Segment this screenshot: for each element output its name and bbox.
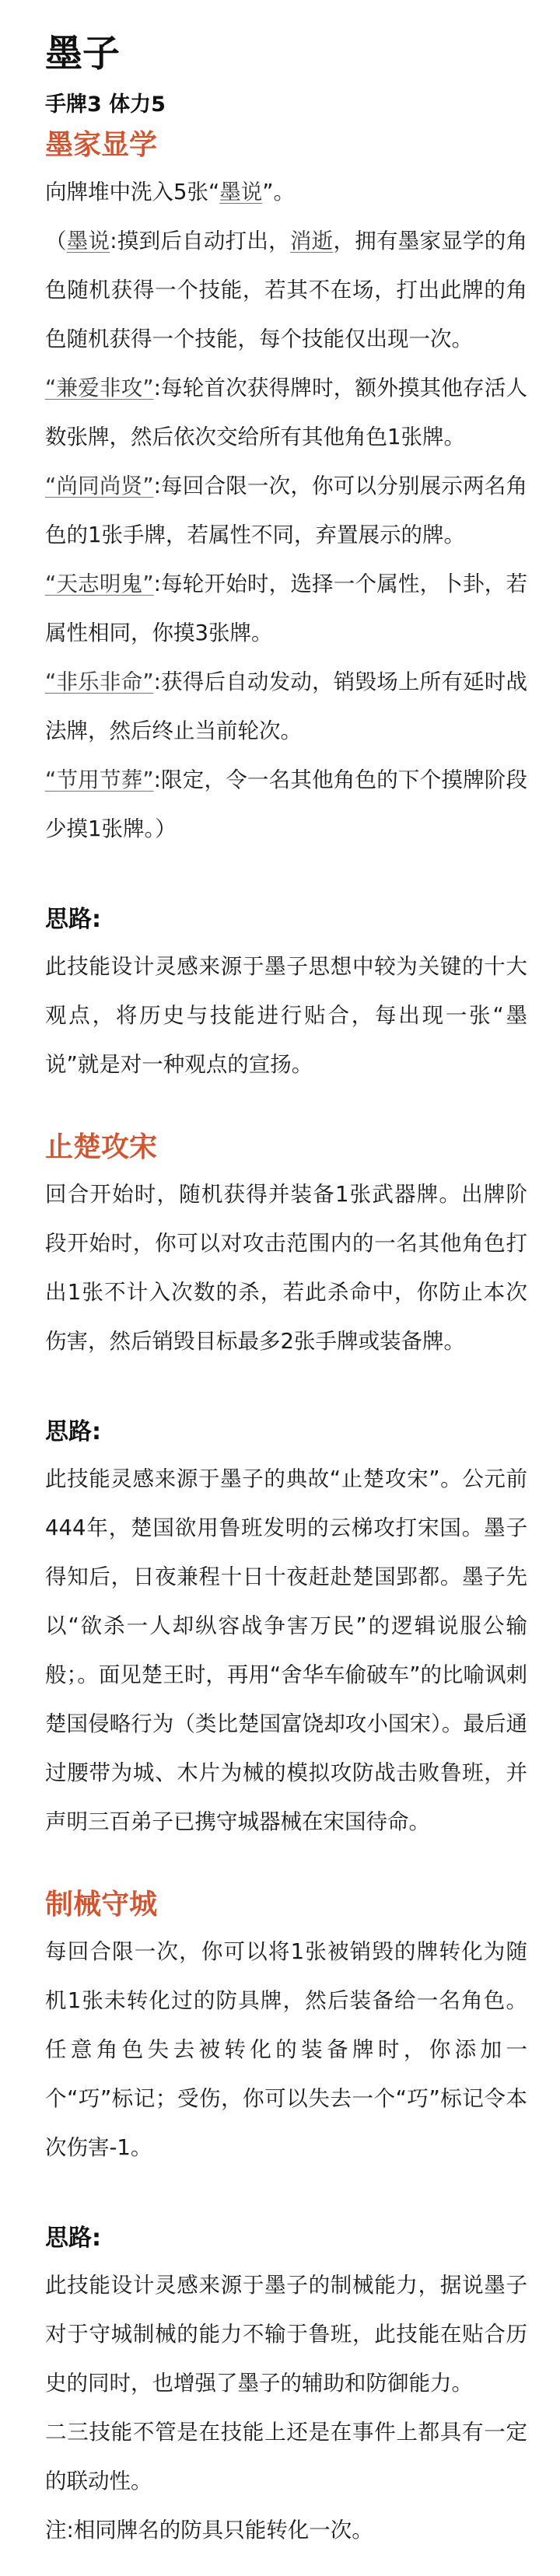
skill-description: [45, 168, 527, 217]
footnote: 注:相同牌名的防具只能转化一次。: [45, 2518, 373, 2543]
sub-skill-text: :每轮首次获得牌时，额外摸其他存活人数张牌，然后依次交给所有其他角色1张牌。: [45, 376, 528, 449]
spacer: [45, 854, 527, 897]
sub-skill-name[interactable]: “节用节葬”: [45, 767, 154, 792]
term-link-moshuo[interactable]: 墨说: [66, 229, 110, 253]
text-span: 向牌堆中洗入5张“: [45, 180, 220, 204]
skill-section-1: [45, 123, 527, 1089]
sub-skill-item: [45, 756, 527, 854]
spacer: [45, 1847, 527, 1882]
idea-label: 思路:: [45, 1418, 101, 1445]
skill-title: 止楚攻宋: [45, 1131, 158, 1163]
term-link-vanish[interactable]: 消逝: [289, 229, 334, 253]
sub-skill-text: :每回合限一次，你可以分别展示两名角色的1张手牌，若属性不同，弃置展示的牌。: [45, 474, 528, 547]
sub-skill-name[interactable]: “尚同尚贤”: [45, 474, 154, 498]
idea-label: 思路:: [45, 906, 101, 933]
idea-label: 思路:: [45, 2225, 101, 2252]
sub-skill-text: :限定，令一名其他角色的下个摸牌阶段少摸1张牌。）: [45, 767, 528, 841]
hero-stats: 手牌3 体力5: [45, 93, 166, 117]
sub-skill-text: :每轮开始时，选择一个属性，卜卦，若属性相同，你摸3张牌。: [45, 571, 528, 645]
sub-skill-item: [45, 560, 527, 658]
text-span: ”。: [262, 180, 295, 204]
idea-text: 此技能设计灵感来源于墨子思想中较为关键的十大观点，将历史与技能进行贴合，每出现一张“墨说”就是对一种观点的宣扬。: [45, 954, 527, 1077]
card-link-moshuo[interactable]: 墨说: [219, 180, 263, 204]
sub-skill-name[interactable]: “兼爱非攻”: [45, 376, 154, 400]
skill-title: 墨家显学: [45, 129, 158, 161]
sub-skill-item: [45, 364, 527, 462]
linkage-note: 二三技能不管是在技能上还是在事件上都具有一定的联动性。: [45, 2420, 527, 2494]
skill-description: 每回合限一次，你可以将1张被销毁的牌转化为随机1张未转化过的防具牌，然后装备给一名角色。任意角色失去被转化的装备牌时，你添加一个“巧”标记；受伤，你可以失去一个“巧”标记令本次伤害-1。: [45, 1939, 527, 2160]
sub-skill-text: :获得后自动发动，销毁场上所有延时战法牌，然后终止当前轮次。: [45, 669, 528, 743]
sub-skill-item: [45, 462, 527, 560]
skill-section-2: [45, 1125, 527, 1847]
sub-skill-name[interactable]: “非乐非命”: [45, 669, 154, 694]
hero-name: 墨子: [45, 32, 121, 75]
skill-section-3: [45, 1882, 527, 2555]
text-span: :摸到后自动打出，: [110, 229, 290, 253]
text-span: ，拥有墨家显学的角色随机获得一个技能，若其不在场，打出此牌的角色随机获得一个技能，每个技能仅出现一次。: [45, 229, 528, 351]
card-definition: [45, 217, 527, 364]
idea-text: 此技能设计灵感来源于墨子的制械能力，据说墨子对于守城制械的能力不输于鲁班，此技能在贴合历史的同时，也增强了墨子的辅助和防御能力。: [45, 2273, 527, 2396]
sub-skill-name[interactable]: “天志明鬼”: [45, 571, 154, 596]
skill-description: 回合开始时，随机获得并装备1张武器牌。出牌阶段开始时，你可以对攻击范围内的一名其他角色打出1张不计入次数的杀，若此杀命中，你防止本次伤害，然后销毁目标最多2张手牌或装备牌。: [45, 1182, 527, 1354]
idea-text: 此技能灵感来源于墨子的典故“止楚攻宋”。公元前444年，楚国欲用鲁班发明的云梯攻打宋国。墨子得知后，日夜兼程十日十夜赶赴楚国郢都。墨子先以“欲杀一人却纵容战争害万民”的逻辑说服公输般；。面见楚王时，再用“舍华车偷破车”的比喻讽刺楚国侵略行为（类比楚国富饶却攻小国宋）。最后通过腰带为城、木片为械的模拟攻防战击败鲁班，并声明三百弟子已携守城器械在宋国待命。: [45, 1466, 527, 1834]
sub-skill-item: [45, 658, 527, 756]
spacer: [45, 2172, 527, 2216]
text-span: （: [45, 229, 67, 253]
spacer: [45, 1366, 527, 1410]
skill-title: 制械守城: [45, 1889, 158, 1921]
spacer: [45, 1089, 527, 1125]
